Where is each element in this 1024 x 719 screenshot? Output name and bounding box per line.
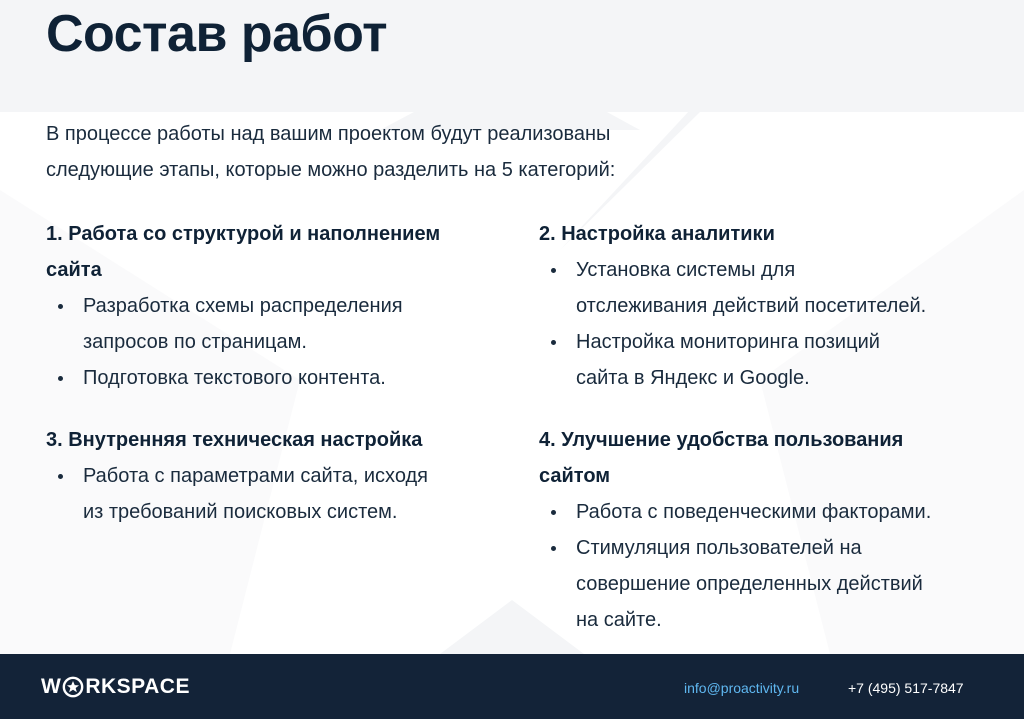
list-item-line: Работа с параметрами сайта, исходя <box>83 465 428 487</box>
section-title-line: 4. Улучшение удобства пользования <box>539 429 904 451</box>
bullet-icon <box>58 376 63 381</box>
star-icon <box>62 676 84 698</box>
list-item-line: совершение определенных действий <box>576 573 923 595</box>
section-technical <box>46 422 506 530</box>
section-list <box>539 494 999 638</box>
list-item <box>46 458 506 530</box>
list-item <box>46 288 506 360</box>
section-title-line: 3. Внутренняя техническая настройка <box>46 429 423 451</box>
list-item-line: Установка системы для <box>576 259 796 281</box>
section-title <box>539 216 999 252</box>
section-list <box>46 288 506 396</box>
list-item <box>539 252 999 324</box>
list-item-line: Подготовка текстового контента. <box>83 367 386 389</box>
page-title: Состав работ <box>46 5 388 63</box>
list-item-line: Настройка мониторинга позиций <box>576 331 880 353</box>
intro-line: следующие этапы, которые можно разделить на 5 категорий: <box>46 159 616 181</box>
list-item-line: отслеживания действий посетителей. <box>576 295 927 317</box>
list-item <box>539 530 999 638</box>
section-list <box>46 458 506 530</box>
bullet-icon <box>58 304 63 309</box>
list-item-line: запросов по страницам. <box>83 331 307 353</box>
list-item <box>539 324 999 396</box>
list-item <box>46 360 506 396</box>
section-title-line: сайтом <box>539 465 611 487</box>
section-title <box>539 422 999 494</box>
logo-text: RKSPACE <box>85 675 190 698</box>
list-item-line: Разработка схемы распределения <box>83 295 403 317</box>
bullet-icon <box>551 546 556 551</box>
workspace-logo[interactable] <box>41 674 190 700</box>
list-item <box>539 494 999 530</box>
email-link[interactable]: info@proactivity.ru <box>684 680 800 696</box>
footer-bar <box>0 654 1024 719</box>
section-usability <box>539 422 999 638</box>
list-item-line: Работа с поведенческими факторами. <box>576 501 932 523</box>
intro-line: В процессе работы над вашим проектом будут реализованы <box>46 123 611 145</box>
bullet-icon <box>551 340 556 345</box>
section-structure <box>46 216 506 396</box>
section-title-line: 1. Работа со структурой и наполнением <box>46 223 441 245</box>
list-item-line: Стимуляция пользователей на <box>576 537 862 559</box>
bullet-icon <box>551 268 556 273</box>
intro-text <box>46 116 746 188</box>
section-analytics <box>539 216 999 396</box>
section-list <box>539 252 999 396</box>
bullet-icon <box>58 474 63 479</box>
logo-text: W <box>41 675 62 698</box>
section-title <box>46 422 506 458</box>
section-title-line: 2. Настройка аналитики <box>539 223 775 245</box>
list-item-line: сайта в Яндекс и Google. <box>576 367 810 389</box>
bullet-icon <box>551 510 556 515</box>
section-title <box>46 216 506 288</box>
list-item-line: из требований поисковых систем. <box>83 501 398 523</box>
phone-number[interactable]: +7 (495) 517-7847 <box>848 680 964 696</box>
list-item-line: на сайте. <box>576 609 662 631</box>
section-title-line: сайта <box>46 259 102 281</box>
